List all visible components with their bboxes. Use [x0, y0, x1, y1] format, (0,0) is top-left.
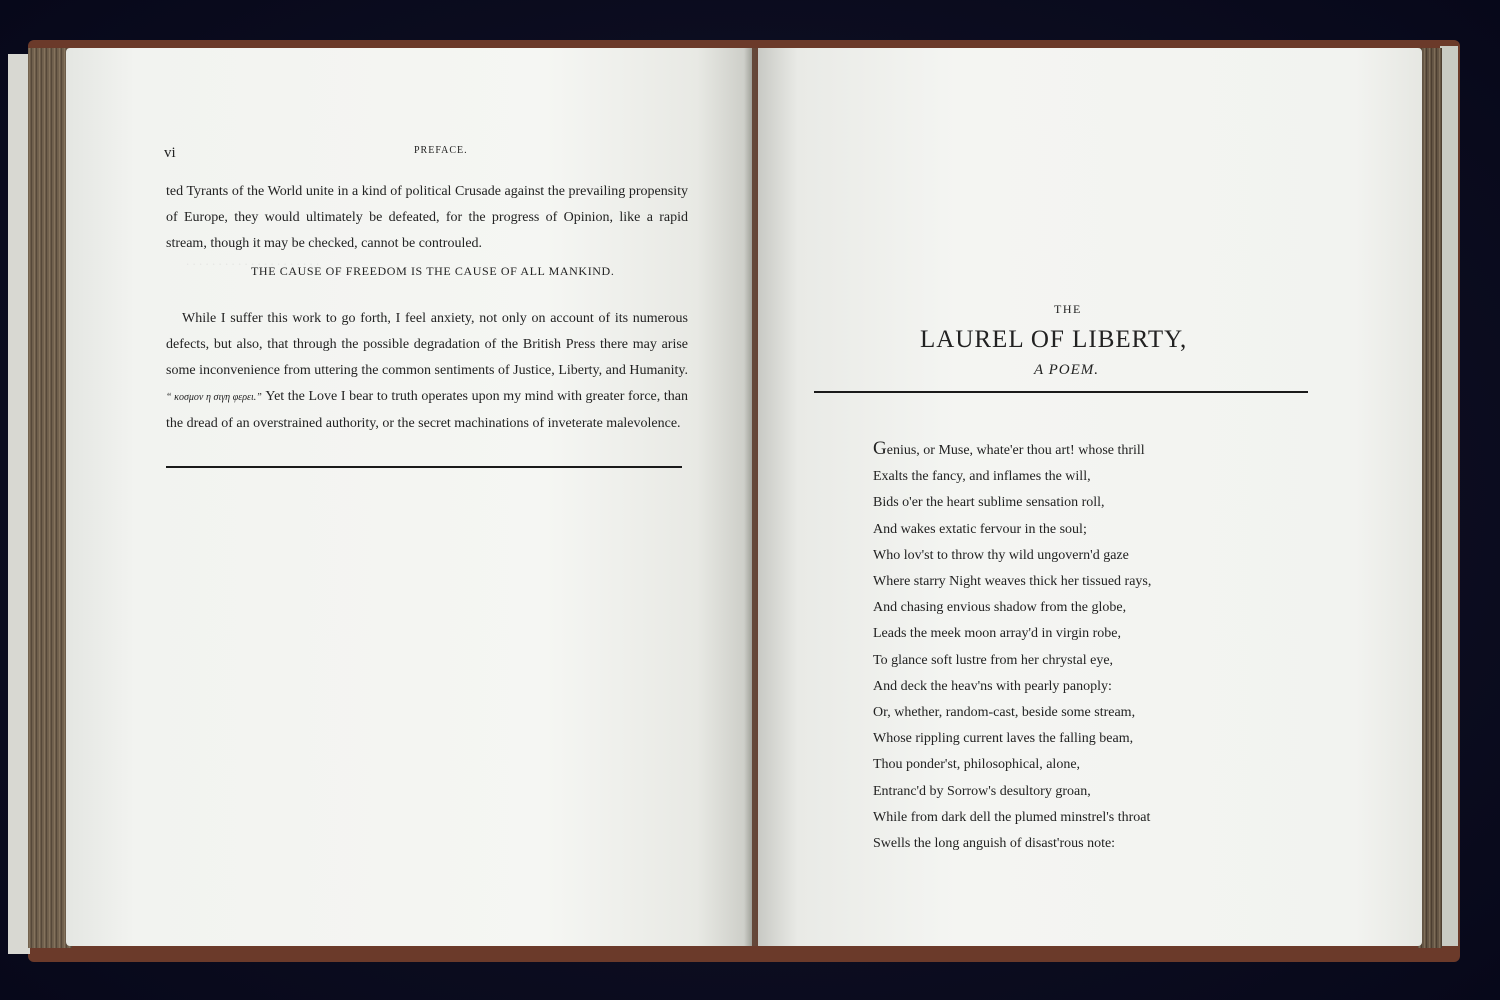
poem-line: And deck the heav'ns with pearly panoply: — [873, 678, 1112, 694]
greek-quote: “ κοσμον η σιγη φερει.” — [166, 392, 262, 403]
poem-title: LAUREL OF LIBERTY, — [920, 326, 1188, 353]
poem-line: Exalts the fancy, and inflames the will, — [873, 469, 1091, 485]
preface-paragraph-2 — [166, 306, 688, 437]
poem-line: And wakes extatic fervour in the soul; — [873, 521, 1087, 537]
right-page — [758, 48, 1422, 946]
poem-line: Whose rippling current laves the falling beam, — [873, 731, 1134, 747]
poem-line: Bids o'er the heart sublime sensation roll, — [873, 495, 1105, 511]
poem-subtitle: A POEM. — [1034, 362, 1100, 378]
left-page — [66, 48, 752, 946]
title-rule — [814, 391, 1308, 393]
poem-line: Thou ponder'st, philosophical, alone, — [873, 757, 1081, 773]
paragraph-2-text-a: While I suffer this work to go forth, I feel anxiety, not only on account of its numerous defects, but also, that through the possible degradation of the British Press there may arise some inconvenience from uttering the common sentiments of Justice, Liberty, and Humanity. — [166, 311, 688, 378]
running-head: PREFACE. — [414, 145, 468, 156]
title-prefix: THE — [1054, 302, 1082, 316]
motto: THE CAUSE OF FREEDOM IS THE CAUSE OF ALL MANKIND. — [251, 264, 615, 278]
poem-line: Genius, or Muse, whate'er thou art! whose thrill — [873, 438, 1145, 459]
poem-line: And chasing envious shadow from the globe, — [873, 600, 1127, 616]
show-through: . . . . . . . . . . . . . . . . . . . . . — [186, 253, 320, 268]
poem-line: While from dark dell the plumed minstrel's throat — [873, 809, 1151, 825]
poem-line: Leads the meek moon array'd in virgin robe, — [873, 626, 1121, 642]
left-endpaper — [8, 54, 30, 954]
right-endpaper — [1440, 46, 1458, 946]
poem-text — [873, 436, 1151, 857]
poem-line: Or, whether, random-cast, beside some stream, — [873, 705, 1136, 721]
poem-line: Entranc'd by Sorrow's desultory groan, — [873, 783, 1091, 799]
paragraph-2-text-b: Yet the Love I bear to truth operates upon my mind with greater force, than the dread of an overstrained authority, or the secret machinations of inveterate malevolence. — [166, 389, 688, 431]
poem-line: To glance soft lustre from her chrystal eye, — [873, 652, 1114, 668]
page-number: vi — [164, 145, 176, 161]
poem-line: Who lov'st to throw thy wild ungovern'd gaze — [873, 547, 1129, 563]
poem-line: Swells the long anguish of disast'rous note: — [873, 836, 1116, 852]
end-rule — [166, 466, 682, 468]
poem-line: Where starry Night weaves thick her tissued rays, — [873, 574, 1152, 590]
preface-paragraph-1: ted Tyrants of the World unite in a kind of political Crusade against the prevailing propensity of Europe, they would ultimately be defeated, for the progress of Opinion, like a rapid stream, though it may be checked, cannot be controuled. — [166, 184, 688, 251]
